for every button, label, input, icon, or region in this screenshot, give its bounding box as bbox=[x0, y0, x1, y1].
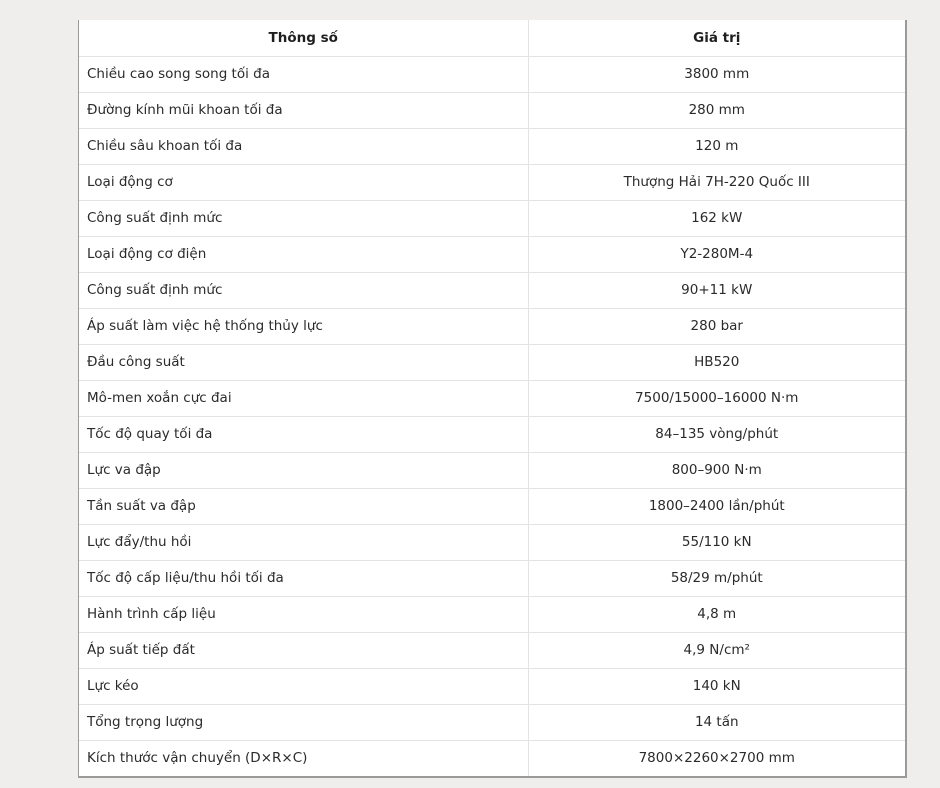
row-parameter-cell: Chiều cao song song tối đa bbox=[79, 56, 528, 92]
row-value-cell: 140 kN bbox=[528, 668, 905, 704]
row-value-cell: 4,8 m bbox=[528, 596, 905, 632]
row-value-cell: 800–900 N·m bbox=[528, 452, 905, 488]
column-header-parameter: Thông số bbox=[79, 20, 528, 56]
table-row bbox=[79, 488, 905, 524]
table-row bbox=[79, 452, 905, 488]
table-row bbox=[79, 596, 905, 632]
table-row bbox=[79, 740, 905, 776]
row-value-cell: 280 bar bbox=[528, 308, 905, 344]
table-row bbox=[79, 164, 905, 200]
row-parameter-cell: Lực đẩy/thu hồi bbox=[79, 524, 528, 560]
row-value-cell: 7500/15000–16000 N·m bbox=[528, 380, 905, 416]
row-parameter-cell: Áp suất tiếp đất bbox=[79, 632, 528, 668]
row-value-cell: 162 kW bbox=[528, 200, 905, 236]
row-parameter-cell: Công suất định mức bbox=[79, 272, 528, 308]
table-header-row bbox=[79, 20, 905, 56]
row-value-cell: Y2-280M-4 bbox=[528, 236, 905, 272]
row-parameter-cell: Mô-men xoắn cực đai bbox=[79, 380, 528, 416]
row-value-cell: 1800–2400 lần/phút bbox=[528, 488, 905, 524]
table-row bbox=[79, 632, 905, 668]
row-parameter-cell: Tốc độ quay tối đa bbox=[79, 416, 528, 452]
row-value-cell: HB520 bbox=[528, 344, 905, 380]
row-parameter-cell: Hành trình cấp liệu bbox=[79, 596, 528, 632]
row-parameter-cell: Tổng trọng lượng bbox=[79, 704, 528, 740]
table-row bbox=[79, 308, 905, 344]
row-parameter-cell: Chiều sâu khoan tối đa bbox=[79, 128, 528, 164]
row-parameter-cell: Lực va đập bbox=[79, 452, 528, 488]
table-row bbox=[79, 560, 905, 596]
row-parameter-cell: Loại động cơ bbox=[79, 164, 528, 200]
row-value-cell: 4,9 N/cm² bbox=[528, 632, 905, 668]
row-parameter-cell: Đầu công suất bbox=[79, 344, 528, 380]
row-parameter-cell: Kích thước vận chuyển (D×R×C) bbox=[87, 750, 308, 767]
table-row bbox=[79, 344, 905, 380]
row-parameter-cell: Tốc độ cấp liệu/thu hồi tối đa bbox=[79, 560, 528, 596]
row-parameter-cell: Áp suất làm việc hệ thống thủy lực bbox=[79, 308, 528, 344]
table-row bbox=[79, 416, 905, 452]
row-parameter-cell: Tần suất va đập bbox=[79, 488, 528, 524]
table-row bbox=[79, 668, 905, 704]
table-row bbox=[79, 236, 905, 272]
row-value-cell: 58/29 m/phút bbox=[528, 560, 905, 596]
row-value-cell: 280 mm bbox=[528, 92, 905, 128]
row-value-cell: 55/110 kN bbox=[528, 524, 905, 560]
specifications-table bbox=[79, 20, 905, 776]
row-parameter-cell: Lực kéo bbox=[79, 668, 528, 704]
row-value-cell: 7800×2260×2700 mm bbox=[528, 740, 905, 776]
row-value-cell: 84–135 vòng/phút bbox=[528, 416, 905, 452]
table-row bbox=[79, 272, 905, 308]
row-parameter-cell: Đường kính mũi khoan tối đa bbox=[79, 92, 528, 128]
row-value-cell: 3800 mm bbox=[528, 56, 905, 92]
specifications-table-container bbox=[78, 20, 907, 778]
table-row bbox=[79, 92, 905, 128]
table-row bbox=[79, 524, 905, 560]
table-row bbox=[79, 56, 905, 92]
table-row bbox=[79, 704, 905, 740]
row-parameter-cell: Công suất định mức bbox=[79, 200, 528, 236]
table-row bbox=[79, 380, 905, 416]
row-value-cell: Thượng Hải 7H-220 Quốc III bbox=[528, 164, 905, 200]
column-header-value: Giá trị bbox=[528, 20, 905, 56]
table-row bbox=[79, 200, 905, 236]
row-value-cell: 90+11 kW bbox=[528, 272, 905, 308]
table-row bbox=[79, 128, 905, 164]
row-value-cell: 120 m bbox=[528, 128, 905, 164]
table-body bbox=[79, 56, 905, 776]
row-parameter-cell: Loại động cơ điện bbox=[79, 236, 528, 272]
row-value-cell: 14 tấn bbox=[528, 704, 905, 740]
